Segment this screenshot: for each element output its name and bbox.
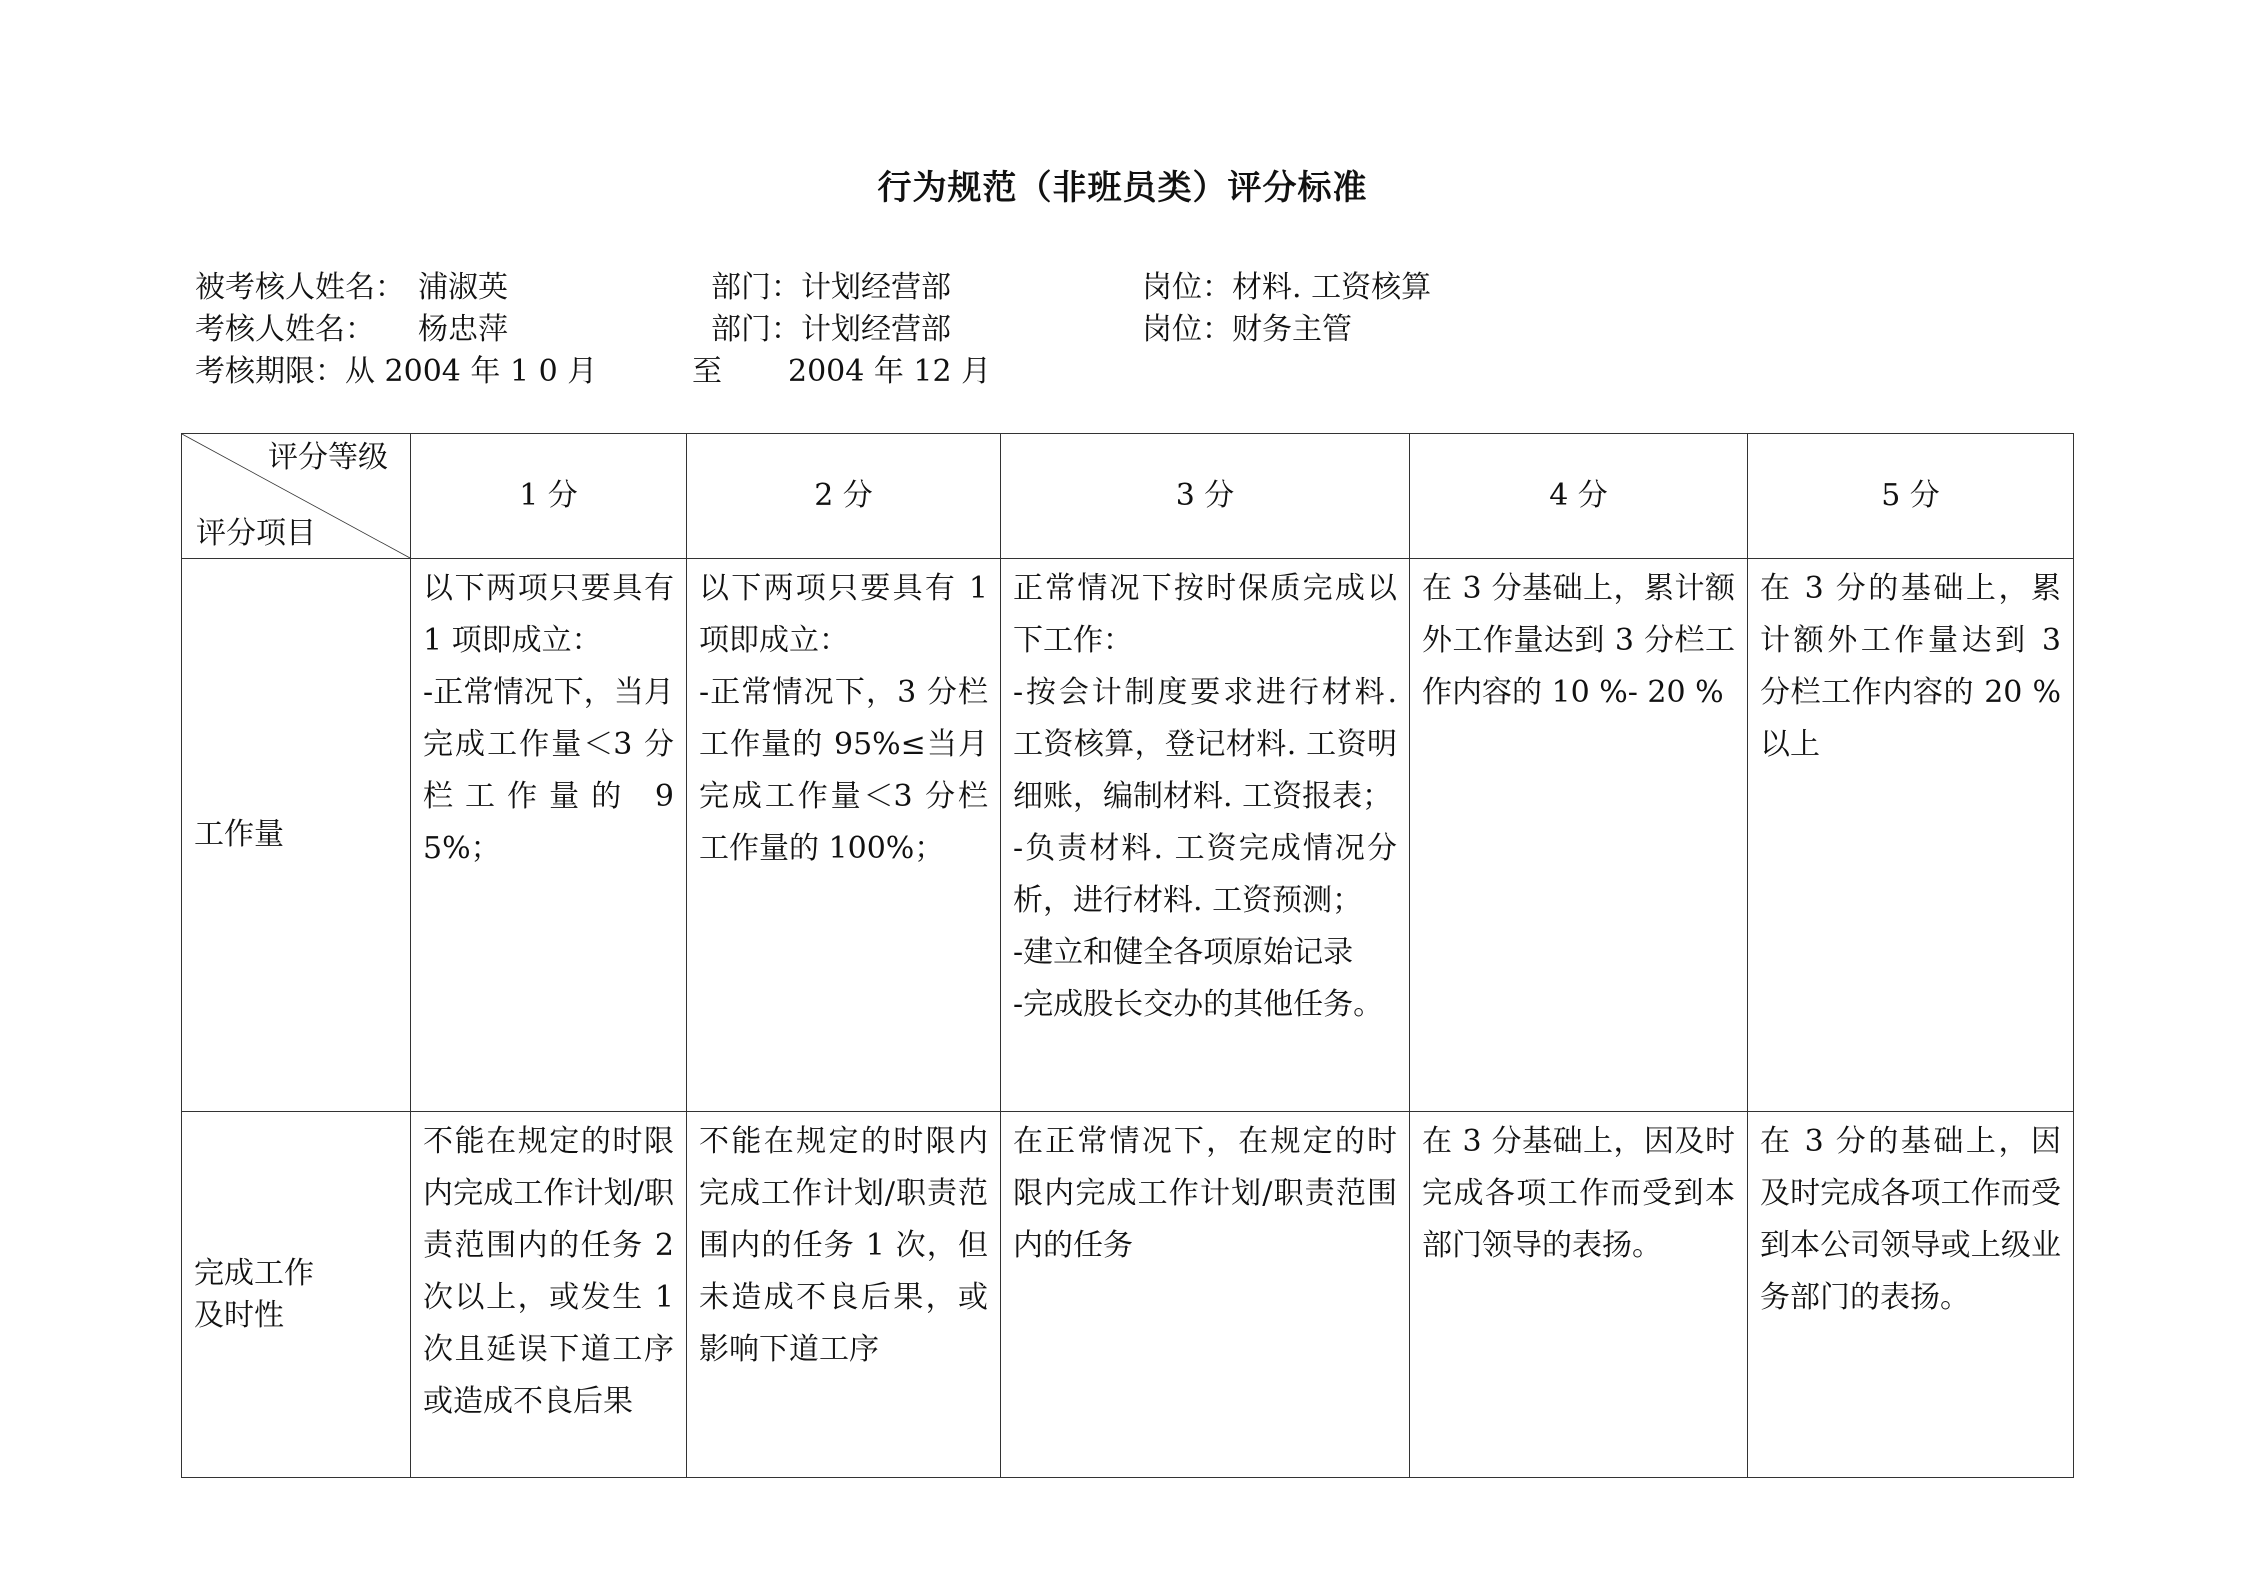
cell-text: 在 3 分基础上，累计额外工作量达到 3 分栏工作内容的 10 %- 20 %	[1422, 571, 1735, 710]
corner-item-label: 评分项目	[196, 516, 316, 551]
cell-text: 在 3 分的基础上，累计额外工作量达到 3 分栏工作内容的 20 %以上	[1760, 571, 2061, 762]
cell-text: -建立和健全各项原始记录	[1013, 935, 1354, 970]
grade-header-5: 5 分	[1748, 434, 2074, 559]
timeliness-grade-4	[1410, 1112, 1748, 1478]
scoring-table	[181, 433, 2074, 1478]
workload-grade-5	[1748, 559, 2074, 1112]
assessee-name: 浦淑英	[418, 270, 508, 305]
assessor-label: 考核人姓名：	[195, 312, 375, 347]
corner-header-cell	[182, 434, 411, 559]
period-from: 考核期限：从 2004 年 1 0 月	[195, 354, 598, 389]
row-item-workload: 工作量	[182, 559, 411, 1112]
row-item-timeliness	[182, 1112, 411, 1478]
cell-text: 不能在规定的时限内完成工作计划/职责范围内的任务 1 次，但未造成不良后果，或影响下道工序	[699, 1124, 988, 1367]
corner-grade-label: 评分等级	[268, 440, 388, 475]
workload-grade-3	[1001, 559, 1410, 1112]
cell-text: 在 3 分基础上，因及时完成各项工作而受到本部门领导的表扬。	[1422, 1124, 1735, 1263]
workload-grade-2	[687, 559, 1001, 1112]
row-item-line: 完成工作	[194, 1255, 314, 1291]
assessor-post: 岗位：财务主管	[1142, 312, 1352, 347]
assessee-dept: 部门：计划经营部	[711, 270, 951, 305]
cell-text: -按会计制度要求进行材料. 工资核算，登记材料. 工资明细账，编制材料. 工资报表；	[1013, 675, 1397, 814]
document-title: 行为规范（非班员类）评分标准	[877, 168, 1368, 208]
cell-text: 以下两项只要具有 1 项即成立：	[699, 571, 988, 658]
assessor-dept: 部门：计划经营部	[711, 312, 951, 347]
cell-text: 以下两项只要具有 1 项即成立：	[423, 571, 674, 658]
row-item-line: 及时性	[194, 1297, 284, 1333]
table-row-workload	[182, 559, 2074, 1112]
timeliness-grade-1	[411, 1112, 687, 1478]
grade-header-2: 2 分	[687, 434, 1001, 559]
cell-text: 正常情况下按时保质完成以下工作：	[1013, 571, 1397, 658]
timeliness-grade-5	[1748, 1112, 2074, 1478]
header-row	[182, 434, 2074, 559]
assessee-label: 被考核人姓名：	[195, 270, 405, 305]
timeliness-grade-3	[1001, 1112, 1410, 1478]
grade-header-4: 4 分	[1410, 434, 1748, 559]
workload-grade-1	[411, 559, 687, 1112]
cell-text: 在 3 分的基础上，因及时完成各项工作而受到本公司领导或上级业务部门的表扬。	[1760, 1124, 2061, 1315]
cell-text: -正常情况下，3 分栏工作量的 95%≤当月完成工作量＜3 分栏工作量的 100%；	[699, 675, 988, 866]
cell-text: 不能在规定的时限内完成工作计划/职责范围内的任务 2 次以上，或发生 1 次且延误下道工序或造成不良后果	[423, 1124, 674, 1419]
cell-text: -负责材料. 工资完成情况分析，进行材料. 工资预测；	[1013, 831, 1397, 918]
workload-grade-4	[1410, 559, 1748, 1112]
grade-header-3: 3 分	[1001, 434, 1410, 559]
table-row-timeliness	[182, 1112, 2074, 1478]
assessee-post: 岗位：材料. 工资核算	[1142, 270, 1432, 305]
period-to-label: 至	[692, 354, 722, 389]
cell-text: -完成股长交办的其他任务。	[1013, 987, 1384, 1022]
assessor-name: 杨忠萍	[418, 312, 508, 347]
period-to: 2004 年 12 月	[788, 354, 992, 389]
cell-text: -正常情况下，当月完成工作量＜3 分栏工作量的 95%；	[423, 675, 674, 866]
grade-header-1: 1 分	[411, 434, 687, 559]
timeliness-grade-2	[687, 1112, 1001, 1478]
cell-text: 在正常情况下，在规定的时限内完成工作计划/职责范围内的任务	[1013, 1124, 1397, 1263]
